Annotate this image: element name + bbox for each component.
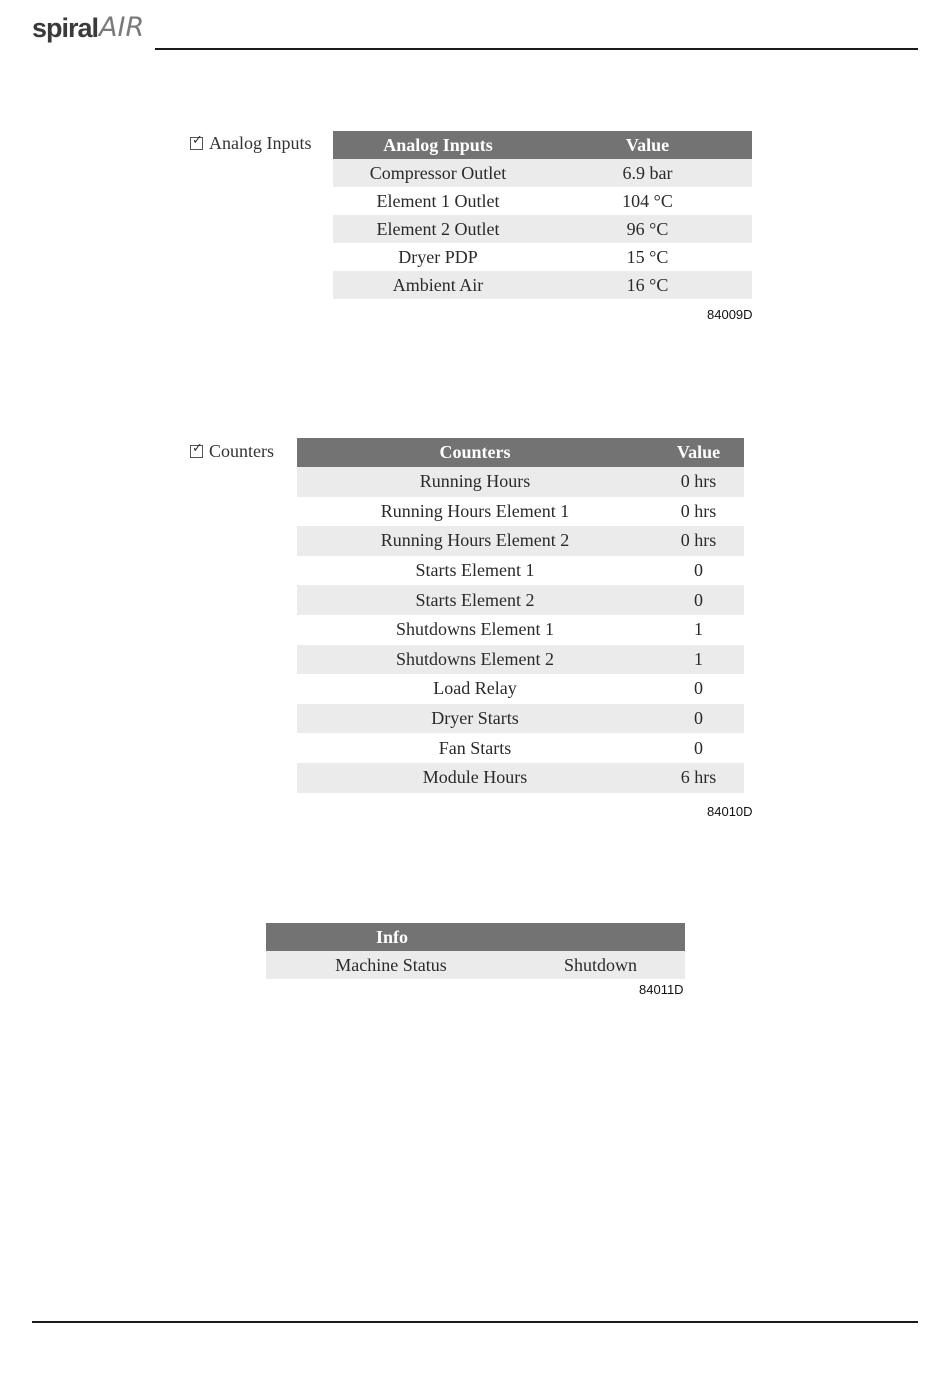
row-label: Shutdowns Element 2 xyxy=(297,645,653,675)
table-header-row xyxy=(266,923,685,951)
row-value: 0 hrs xyxy=(653,467,744,497)
row-label: Element 2 Outlet xyxy=(333,215,543,243)
brand-logo xyxy=(32,10,144,42)
row-value: 0 xyxy=(694,678,703,699)
header-divider xyxy=(155,48,918,50)
info-table xyxy=(266,923,685,979)
row-value: 96 °C xyxy=(543,215,752,243)
row-label: Starts Element 2 xyxy=(297,585,653,615)
logo-air-text: AIR xyxy=(99,12,145,43)
figure-code: 84010D xyxy=(707,804,753,819)
counters-checkbox-label: Counters xyxy=(209,441,274,461)
table-row xyxy=(297,704,744,734)
counters-checkbox[interactable] xyxy=(190,441,203,458)
row-value: 0 hrs xyxy=(653,526,744,556)
table-row xyxy=(297,585,744,615)
row-value: 0 xyxy=(694,737,703,758)
row-value: 0 hrs xyxy=(680,500,717,521)
row-value: 15 °C xyxy=(626,246,669,267)
row-value: 0 xyxy=(694,560,703,581)
row-label: Shutdowns Element 1 xyxy=(396,619,554,640)
figure-code: 84009D xyxy=(707,307,753,322)
analog-inputs-checkbox-label: Analog Inputs xyxy=(209,133,312,153)
table-header-row xyxy=(297,438,744,467)
table-row xyxy=(266,951,685,979)
table-row xyxy=(297,733,744,763)
column-header-counters: Counters xyxy=(297,438,653,467)
row-label: Load Relay xyxy=(433,678,517,699)
row-value: 6.9 bar xyxy=(543,159,752,187)
row-label: Fan Starts xyxy=(438,737,512,758)
row-value: 6 hrs xyxy=(653,763,744,793)
table-row xyxy=(297,615,744,645)
table-row xyxy=(297,526,744,556)
checkmark-icon: ✓ xyxy=(192,133,203,148)
table-row xyxy=(333,271,752,299)
row-value: 1 xyxy=(694,619,703,640)
analog-inputs-checkbox-group[interactable] xyxy=(190,133,312,154)
analog-inputs-table xyxy=(333,131,752,299)
row-label: Dryer Starts xyxy=(297,704,653,734)
row-value: 1 xyxy=(653,645,744,675)
table-row xyxy=(333,159,752,187)
table-row xyxy=(297,467,744,497)
row-value: 16 °C xyxy=(543,271,752,299)
row-label: Compressor Outlet xyxy=(333,159,543,187)
table-row xyxy=(297,556,744,586)
figure-code: 84011D xyxy=(639,982,684,997)
table-row xyxy=(297,674,744,704)
row-label: Ambient Air xyxy=(333,271,543,299)
row-label: Running Hours Element 1 xyxy=(380,500,570,521)
table-row xyxy=(333,215,752,243)
row-value: 104 °C xyxy=(622,190,673,211)
row-value: 0 xyxy=(653,585,744,615)
table-row xyxy=(333,187,752,215)
table-row xyxy=(297,497,744,527)
row-value: Shutdown xyxy=(516,951,685,979)
info-header: Info xyxy=(266,923,685,951)
counters-checkbox-group[interactable] xyxy=(190,441,274,462)
row-label: Dryer PDP xyxy=(398,246,478,267)
table-row xyxy=(333,243,752,271)
row-label: Running Hours xyxy=(297,467,653,497)
row-label: Starts Element 1 xyxy=(415,560,535,581)
logo-spiral-text: spiral xyxy=(32,13,99,43)
table-row xyxy=(297,763,744,793)
counters-table xyxy=(297,438,744,793)
column-header-value: Value xyxy=(653,438,744,467)
analog-inputs-checkbox[interactable] xyxy=(190,133,203,150)
column-header-analog-inputs: Analog Inputs xyxy=(333,131,543,159)
row-label: Machine Status xyxy=(266,951,516,979)
row-value: 0 xyxy=(653,704,744,734)
column-header-value: Value xyxy=(543,131,752,159)
row-label: Element 1 Outlet xyxy=(376,190,500,211)
footer-divider xyxy=(32,1321,918,1323)
checkmark-icon: ✓ xyxy=(192,441,203,456)
table-row xyxy=(297,645,744,675)
row-label: Module Hours xyxy=(297,763,653,793)
table-header-row xyxy=(333,131,752,159)
row-label: Running Hours Element 2 xyxy=(297,526,653,556)
